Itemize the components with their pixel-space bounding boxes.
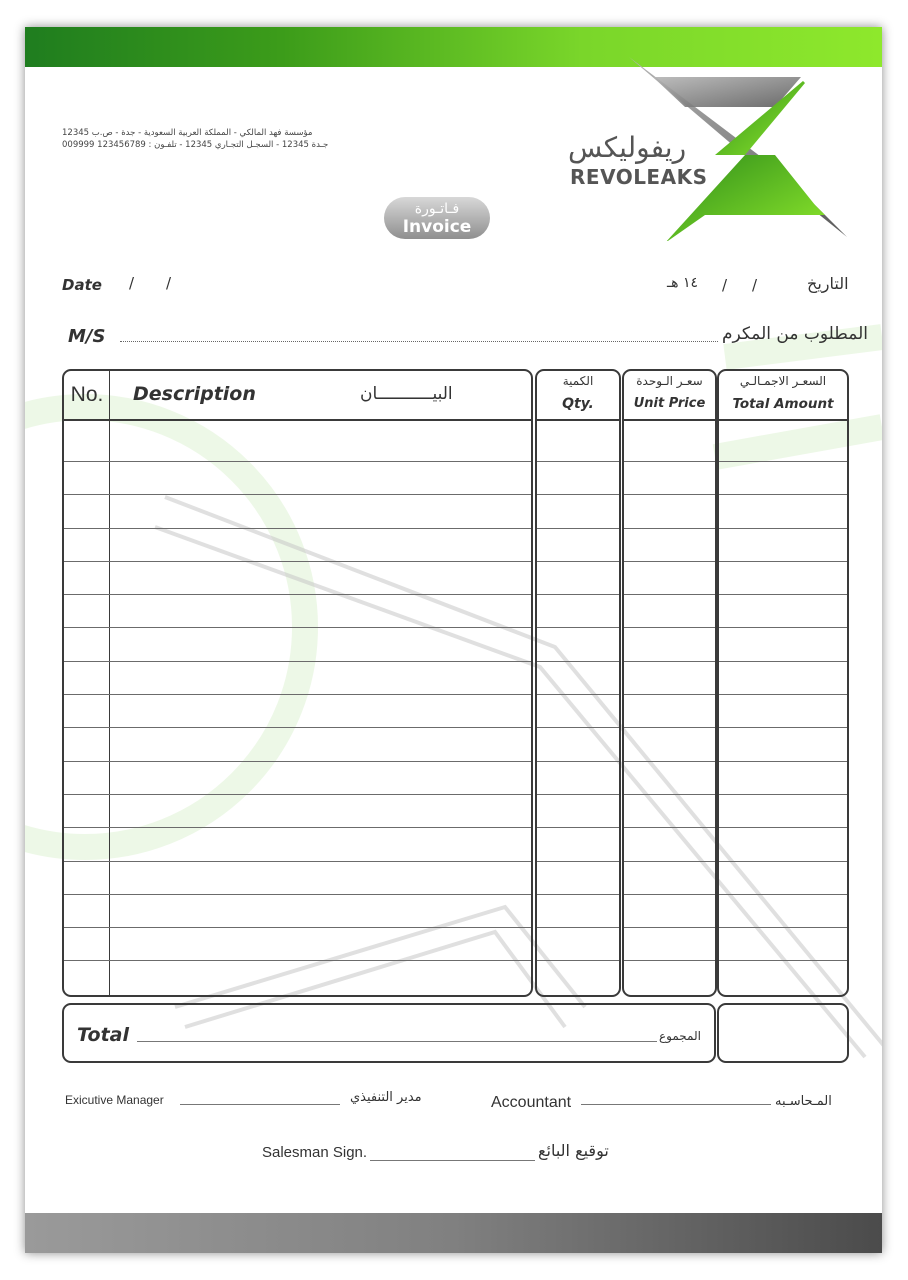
row-rule	[624, 761, 715, 762]
header-underline-unit	[624, 419, 715, 421]
row-rule	[64, 894, 531, 895]
brand-name-english: REVOLEAKS	[570, 165, 708, 189]
row-rule	[64, 627, 531, 628]
row-rule	[719, 927, 847, 928]
row-rule	[64, 528, 531, 529]
row-rule	[719, 960, 847, 961]
row-rule	[719, 694, 847, 695]
row-rule	[64, 661, 531, 662]
executive-manager-label-ar: مدير التنفيذي	[350, 1090, 422, 1105]
row-rule	[537, 561, 619, 562]
total-amount-column-box	[717, 369, 849, 997]
row-rule	[719, 528, 847, 529]
total-label-ar: المجموع	[659, 1029, 701, 1043]
row-rule	[64, 461, 531, 462]
row-rule	[624, 661, 715, 662]
row-rule	[719, 661, 847, 662]
header-description-ar: البيـــــــــــان	[360, 384, 453, 404]
salesman-sign-line[interactable]	[370, 1160, 535, 1161]
date-sep-en-1: /	[129, 274, 135, 292]
description-column-box	[62, 369, 533, 997]
header-underline-desc	[64, 419, 531, 421]
row-rule	[719, 861, 847, 862]
header-unit-price-en: Unit Price	[633, 396, 706, 411]
date-sep-ar-1: /	[722, 276, 728, 294]
no-column-divider	[109, 371, 110, 995]
row-rule	[537, 761, 619, 762]
row-rule	[624, 894, 715, 895]
row-rule	[624, 561, 715, 562]
header-total-amount-ar: السعـر الاجمـالـي	[739, 374, 827, 388]
row-rule	[719, 561, 847, 562]
row-rule	[719, 494, 847, 495]
row-rule	[624, 794, 715, 795]
row-rule	[64, 960, 531, 961]
date-label-ar: التاريخ	[807, 274, 849, 293]
header-description-en: Description	[133, 383, 256, 405]
header-no: No.	[70, 383, 104, 406]
customer-name-line[interactable]	[120, 341, 718, 342]
row-rule	[537, 694, 619, 695]
row-rule	[64, 561, 531, 562]
row-rule	[537, 494, 619, 495]
date-sep-en-2: /	[166, 274, 172, 292]
header-underline-qty	[537, 419, 619, 421]
date-sep-ar-2: /	[752, 276, 758, 294]
row-rule	[537, 794, 619, 795]
row-rule	[719, 461, 847, 462]
address-line-1: مؤسسة فهد المالكي - المملكة العربية السعودية - جدة - ص.ب 12345	[62, 128, 313, 138]
row-rule	[537, 861, 619, 862]
customer-label-ar: المطلوب من المكرم	[722, 324, 868, 344]
row-rule	[537, 661, 619, 662]
row-rule	[537, 927, 619, 928]
row-rule	[537, 727, 619, 728]
row-rule	[719, 761, 847, 762]
row-rule	[64, 494, 531, 495]
total-amount-box[interactable]	[717, 1003, 849, 1063]
total-words-line[interactable]	[137, 1041, 657, 1042]
row-rule	[624, 594, 715, 595]
header-total-amount-en: Total Amount	[732, 396, 834, 412]
row-rule	[719, 794, 847, 795]
row-rule	[537, 594, 619, 595]
accountant-label-ar: المـحاسـبه	[775, 1094, 832, 1109]
customer-label-en: M/S	[68, 326, 106, 347]
row-rule	[64, 761, 531, 762]
header-qty-en: Qty.	[562, 396, 594, 412]
accountant-label-en: Accountant	[491, 1094, 572, 1111]
row-rule	[719, 594, 847, 595]
date-hijri-suffix: ١٤ هـ	[667, 275, 698, 291]
row-rule	[719, 894, 847, 895]
row-rule	[624, 627, 715, 628]
date-label-en: Date	[62, 276, 102, 294]
total-row-box	[62, 1003, 716, 1063]
row-rule	[537, 960, 619, 961]
accountant-sign-line[interactable]	[581, 1104, 771, 1105]
header-qty-ar: الكمية	[562, 374, 594, 388]
row-rule	[64, 827, 531, 828]
row-rule	[624, 461, 715, 462]
row-rule	[64, 727, 531, 728]
invoice-title-english: Invoice	[402, 217, 472, 237]
row-rule	[624, 861, 715, 862]
address-line-2: جـدة 12345 - السجـل التجـاري 12345 - تلفـون : 123456789 009999	[62, 140, 329, 150]
brand-name-arabic: ريفوليكس	[568, 131, 687, 164]
row-rule	[64, 794, 531, 795]
row-rule	[719, 827, 847, 828]
total-label-en: Total	[77, 1024, 129, 1046]
row-rule	[64, 927, 531, 928]
row-rule	[624, 528, 715, 529]
row-rule	[537, 827, 619, 828]
row-rule	[537, 528, 619, 529]
header-underline-total	[719, 419, 847, 421]
row-rule	[64, 694, 531, 695]
invoice-title-arabic: فـاتـورة	[414, 201, 460, 217]
row-rule	[624, 694, 715, 695]
row-rule	[624, 927, 715, 928]
row-rule	[624, 827, 715, 828]
row-rule	[719, 727, 847, 728]
header-unit-price-ar: سعـر الـوحدة	[636, 374, 703, 388]
row-rule	[537, 461, 619, 462]
row-rule	[624, 494, 715, 495]
executive-manager-label-en: Exicutive Manager	[65, 1093, 164, 1107]
row-rule	[624, 960, 715, 961]
row-rule	[537, 627, 619, 628]
executive-manager-sign-line[interactable]	[180, 1104, 340, 1105]
unit-price-column-box	[622, 369, 717, 997]
row-rule	[719, 627, 847, 628]
row-rule	[64, 594, 531, 595]
salesman-sign-label-ar: توقيع البائع	[538, 1141, 609, 1160]
row-rule	[64, 861, 531, 862]
row-rule	[624, 727, 715, 728]
salesman-sign-label-en: Salesman Sign.	[262, 1144, 368, 1161]
invoice-sheet	[25, 27, 882, 1253]
company-address	[62, 127, 329, 151]
row-rule	[537, 894, 619, 895]
qty-column-box	[535, 369, 621, 997]
invoice-title-badge	[384, 197, 490, 239]
bottom-gray-bar	[25, 1213, 882, 1253]
